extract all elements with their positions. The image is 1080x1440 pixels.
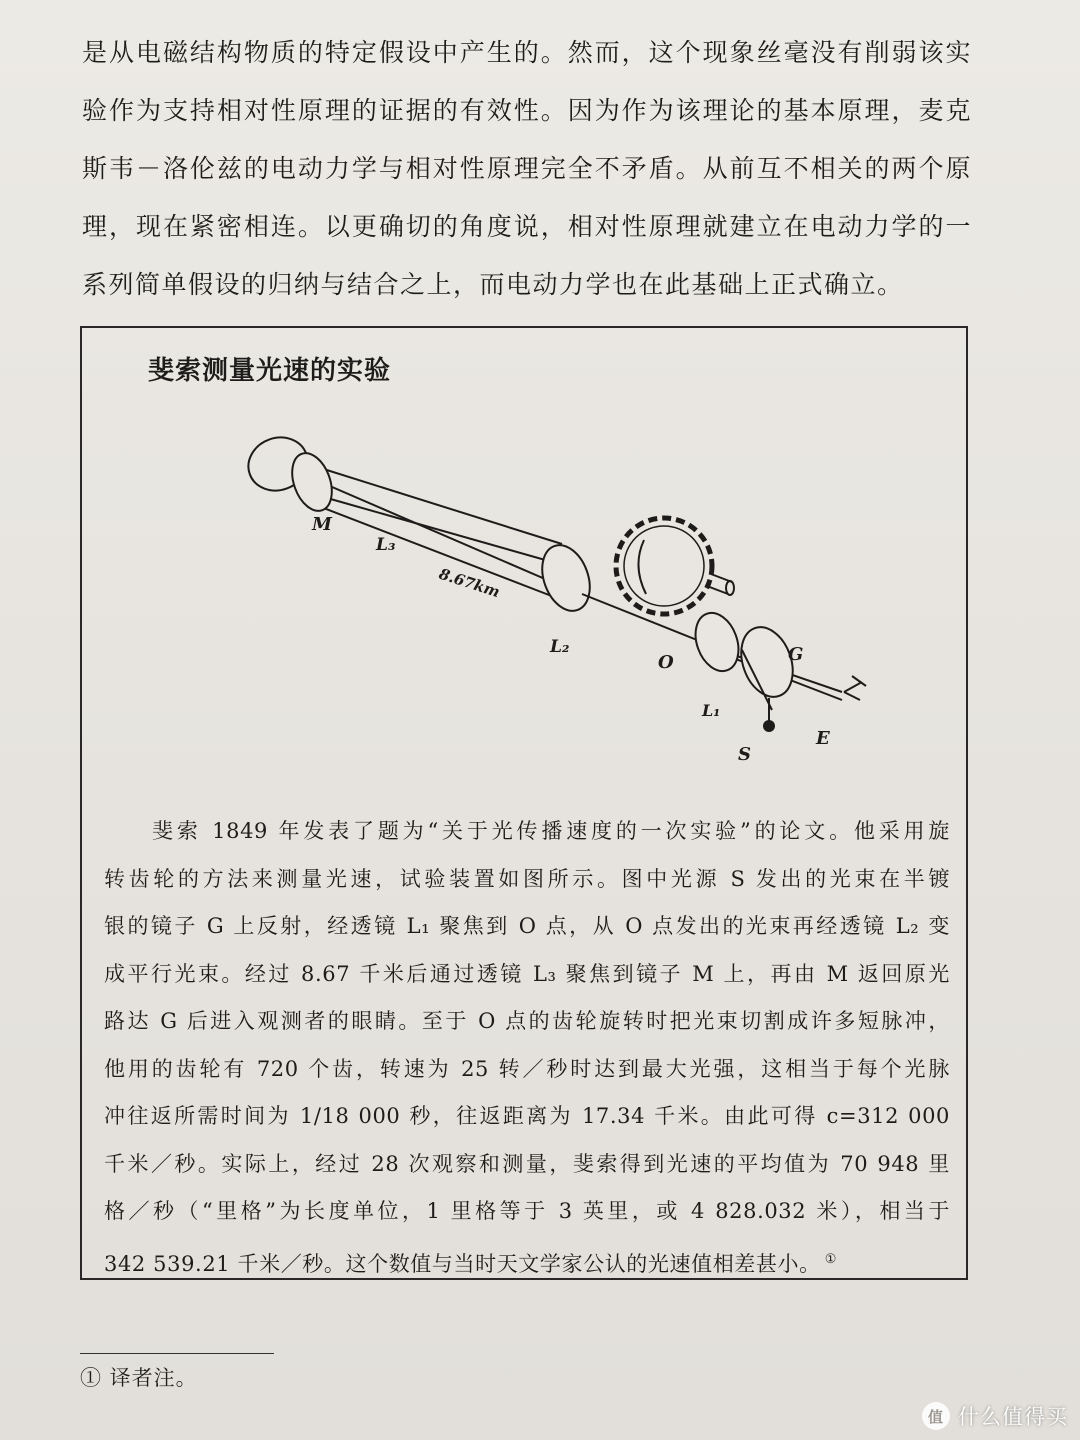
box-line: 路达 G 后进入观测者的眼睛。至于 O 点的齿轮旋转时把光束切割成许多短脉冲， bbox=[104, 1009, 950, 1033]
beam-line bbox=[308, 502, 562, 600]
box-line: 冲往返所需时间为 1/18 000 秒，往返距离为 17.34 千米。由此可得 c=312 000 bbox=[104, 1104, 950, 1128]
box-line: 格／秒（“里格”为长度单位，1 里格等于 3 英里，或 4 828.032 米），相当于 bbox=[104, 1199, 950, 1223]
box-line: 转齿轮的方法来测量光速，试验装置如图所示。图中光源 S 发出的光束在半镀 bbox=[104, 866, 950, 891]
box-line: 斐索 1849 年发表了题为“关于光传播速度的一次实验”的论文。他采用旋 bbox=[152, 819, 950, 843]
label-l3: L₃ bbox=[376, 535, 396, 555]
light-source-s bbox=[763, 720, 775, 732]
intro-line: 系列简单假设的归纳与结合之上，而电动力学也在此基础上正式确立。 bbox=[82, 270, 904, 299]
observer-eye bbox=[844, 676, 866, 700]
watermark-logo-icon: 值 bbox=[922, 1402, 950, 1430]
label-e: E bbox=[816, 728, 830, 749]
box-title: 斐索测量光速的实验 bbox=[148, 356, 392, 386]
toothed-wheel bbox=[616, 518, 712, 614]
box-line: 银的镜子 G 上反射，经透镜 L₁ 聚焦到 O 点，从 O 点发出的光束再经透镜 L₂ 变 bbox=[104, 914, 950, 938]
intro-line: 是从电磁结构物质的特定假设中产生的。然而，这个现象丝毫没有削弱该实 bbox=[82, 38, 972, 67]
beam-line bbox=[302, 474, 552, 582]
box-paragraph bbox=[104, 808, 950, 1288]
footnote-divider bbox=[80, 1353, 274, 1354]
lens-l1 bbox=[688, 607, 746, 677]
label-s: S bbox=[738, 744, 751, 765]
lens-l3 bbox=[285, 448, 339, 517]
intro-line: 斯韦－洛伦兹的电动力学与相对性原理完全不矛盾。从前互不相关的两个原 bbox=[82, 154, 972, 183]
watermark-text: 什么值得买 bbox=[958, 1405, 1068, 1429]
beam-line bbox=[320, 496, 577, 569]
sidebar-box bbox=[80, 326, 968, 1280]
box-line-last bbox=[104, 1236, 950, 1289]
label-g: G bbox=[788, 644, 804, 665]
watermark bbox=[922, 1401, 1068, 1431]
box-line: 他用的齿轮有 720 个齿，转速为 25 转／秒时达到最大光强，这相当于每个光脉 bbox=[104, 1056, 950, 1081]
fizeau-apparatus-figure bbox=[232, 424, 830, 765]
label-l2: L₂ bbox=[550, 637, 570, 657]
footnote: ① 译者注。 bbox=[80, 1366, 198, 1390]
label-l1: L₁ bbox=[702, 701, 721, 720]
box-line: 成平行光束。经过 8.67 千米后通过透镜 L₃ 聚焦到镜子 M 上，再由 M 返回原光 bbox=[104, 961, 950, 986]
intro-paragraph bbox=[82, 24, 972, 314]
label-o: O bbox=[658, 652, 674, 673]
box-line: 千米／秒。实际上，经过 28 次观察和测量，斐索得到光速的平均值为 70 948 里 bbox=[104, 1151, 950, 1176]
intro-line: 理，现在紧密相连。以更确切的角度说，相对性原理就建立在电动力学的一 bbox=[82, 212, 972, 241]
intro-line: 验作为支持相对性原理的证据的有效性。因为作为该理论的基本原理，麦克 bbox=[82, 96, 972, 125]
box-line: 342 539.21 千米／秒。这个数值与当时天文学家公认的光速值相差甚小。 bbox=[104, 1251, 821, 1276]
lens-l2 bbox=[534, 539, 599, 618]
label-distance: 8.67km bbox=[436, 564, 503, 602]
axle-end bbox=[726, 581, 734, 595]
label-m: M bbox=[312, 514, 332, 535]
fizeau-diagram bbox=[232, 424, 830, 765]
footnote-marker[interactable]: ① bbox=[824, 1251, 837, 1267]
